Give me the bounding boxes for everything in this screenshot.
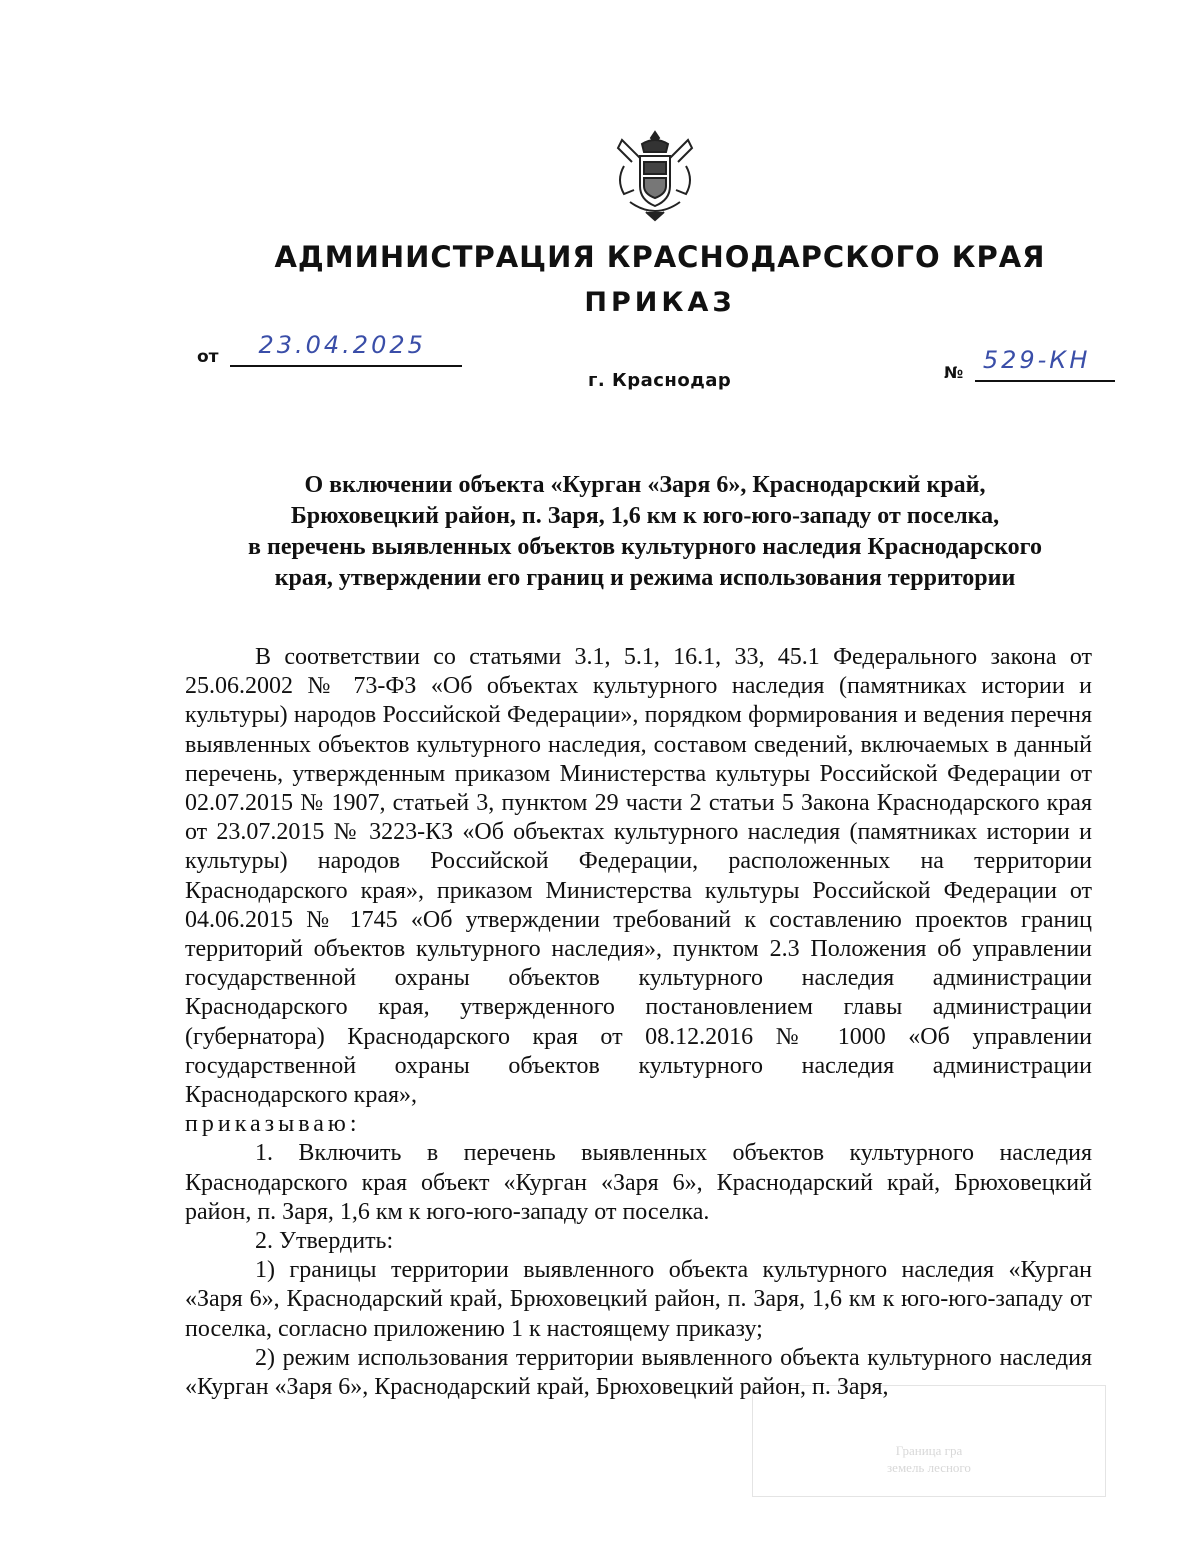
orders-word: приказываю: <box>185 1111 361 1138</box>
title-line: Брюховецкий район, п. Заря, 1,6 км к юго-юго-западу от поселка, <box>290 503 1000 529</box>
date-prefix: от <box>197 347 219 367</box>
number-line <box>975 346 1115 382</box>
city-label: г. Краснодар <box>588 370 732 391</box>
coat-of-arms-icon <box>610 128 700 224</box>
title-line: в перечень выявленных объектов культурного наследия Краснодарского <box>248 534 1042 560</box>
title-line: края, утверждении его границ и режима использования территории <box>274 565 1016 591</box>
organization-heading: АДМИНИСТРАЦИЯ КРАСНОДАРСКОГО КРАЯ <box>274 240 1046 274</box>
date-line <box>230 331 462 367</box>
item-2-1: 1) границы территории выявленного объекта культурного наследия «Курган «Заря 6», Краснодарский край, Брюховецкий район, п. Заря, 1,6 км к юго-юго-западу от поселка, согласно приложению 1 к настоящему приказу; <box>185 1257 1092 1342</box>
title-line: О включении объекта «Курган «Заря 6», Краснодарский край, <box>304 472 986 498</box>
date-field <box>197 331 462 367</box>
stamp-text: земель лесного <box>887 1460 971 1475</box>
number-field <box>944 346 1115 382</box>
item-1: 1. Включить в перечень выявленных объектов культурного наследия Краснодарского края объект «Курган «Заря 6», Краснодарский край, Брюховецкий район, п. Заря, 1,6 км к юго-юго-западу от поселка. <box>185 1140 1092 1225</box>
document-body <box>185 643 1092 1402</box>
stamp-text: Граница гра <box>895 1443 963 1458</box>
handwritten-date: 23.04.2025 <box>258 331 426 359</box>
document-type-heading: ПРИКАЗ <box>584 287 736 318</box>
preamble-paragraph: В соответствии со статьями 3.1, 5.1, 16.1, 33, 45.1 Федерального закона от 25.06.2002 № 73-ФЗ «Об объектах культурного наследия (памятниках истории и культуры) народов Российской Федерации», порядком формирования и ведения перечня выявленных объектов культурного наследия, составом сведений, включаемых в данный перечень, утвержденным приказом Министерства культуры Российской Федерации от 02.07.2015 № 1907, статьей 3, пунктом 29 части 2 статьи 5 Закона Краснодарского края от 23.07.2015 № 3223-КЗ «Об объектах культурного наследия (памятниках истории и культуры) народов Российской Федерации, расположенных на территории Краснодарского края», приказом Министерства культуры Российской Федерации от 04.06.2015 № 1745 «Об утверждении требований к составлению проектов границ территорий объектов культурного наследия», пунктом 2.3 Положения об управлении государственной охраны объектов культурного наследия администрации Краснодарского края, утвержденного постановлением главы администрации (губернатора) Краснодарского края от 08.12.2016 № 1000 «Об управлении государственной охраны объектов культурного наследия администрации Краснодарского края», <box>185 644 1092 1109</box>
item-2: 2. Утвердить: <box>255 1228 394 1255</box>
document-title <box>185 470 1105 594</box>
number-prefix: № <box>944 363 964 382</box>
item-2-2: 2) режим использования территории выявленного объекта культурного наследия «Курган «Заря 6», Краснодарский край, Брюховецкий район, п. Заря, <box>185 1344 1092 1401</box>
handwritten-number: 529-КН <box>982 346 1091 374</box>
